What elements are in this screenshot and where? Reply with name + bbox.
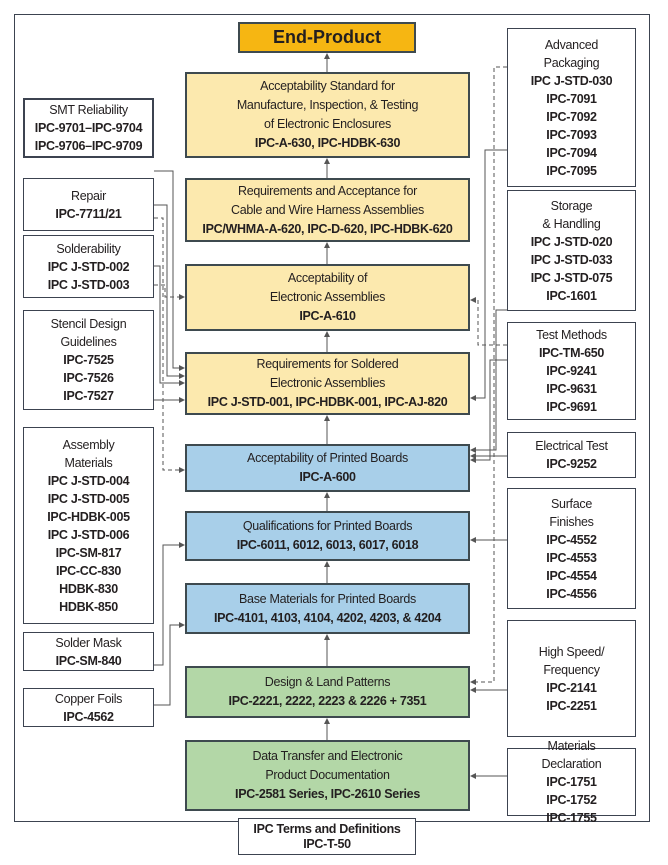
standard-code: IPC-2141 — [546, 680, 597, 695]
standard-code: IPC-TM-650 — [538, 346, 605, 360]
standard-code: IPC-CC-830 — [55, 563, 122, 578]
box-title-line: Declaration — [541, 757, 602, 771]
box-title-line: Product Documentation — [265, 768, 390, 782]
right-standard-box — [507, 28, 636, 187]
box-title-line: Stencil Design — [50, 317, 127, 331]
standard-code: IPC-A-600 — [299, 470, 356, 484]
box-title-line: Electronic Assemblies — [269, 376, 386, 390]
standard-code: IPC-2581 Series, IPC-2610 Series — [235, 787, 420, 801]
standard-code: IPC-1751 — [546, 775, 597, 789]
left-standard-box — [23, 98, 154, 158]
standard-code: IPC-7095 — [546, 163, 597, 178]
standard-code: IPC-4556 — [546, 586, 597, 601]
standard-code: IPC J-STD-020 — [530, 234, 613, 249]
standard-code: IPC-7092 — [546, 109, 597, 124]
terms-code: IPC-T-50 — [303, 836, 351, 851]
standard-code: IPC-1755 — [546, 811, 597, 825]
box-title-line: Data Transfer and Electronic — [252, 749, 403, 763]
box-title-line: Surface — [551, 496, 592, 511]
left-standard-box — [23, 632, 154, 671]
box-title-line: Storage — [550, 198, 593, 213]
box-title-line: Qualifications for Printed Boards — [242, 519, 413, 533]
box-title-line: & Handling — [542, 216, 601, 231]
standard-code: IPC-A-630, IPC-HDBK-630 — [254, 136, 401, 150]
dashed-connector — [471, 67, 507, 682]
dashed-connector — [154, 218, 184, 470]
right-standard-box — [507, 488, 636, 609]
box-title-line: Copper Foils — [54, 691, 123, 706]
connector — [471, 310, 507, 450]
standard-code: IPC-9631 — [546, 382, 597, 396]
standard-code: IPC-7091 — [546, 91, 597, 106]
standard-code: IPC-1601 — [546, 288, 597, 303]
standard-code: IPC-7094 — [546, 145, 597, 160]
standard-code: IPC-SM-840 — [55, 653, 122, 668]
box-title-line: Solderability — [56, 241, 121, 256]
standard-code: IPC-4101, 4103, 4104, 4202, 4203, & 4204 — [213, 610, 442, 625]
standard-code: IPC J-STD-001, IPC-HDBK-001, IPC-AJ-820 — [207, 395, 448, 409]
standard-code: IPC-2251 — [546, 698, 597, 713]
right-standard-box — [507, 739, 636, 825]
box-title-line: Manufacture, Inspection, & Testing — [236, 98, 419, 112]
standard-code: HDBK-830 — [59, 581, 118, 596]
center-standard-box — [185, 178, 470, 242]
box-title-line: Base Materials for Printed Boards — [239, 591, 416, 606]
standard-code: IPC-7711/21 — [55, 206, 122, 221]
box-title-line: Requirements and Acceptance for — [237, 183, 417, 198]
standard-code: IPC-6011, 6012, 6013, 6017, 6018 — [236, 538, 419, 552]
standard-code: IPC J-STD-004 — [47, 473, 130, 488]
box-title-line: Electronic Assemblies — [269, 290, 386, 304]
standard-code: IPC-4552 — [546, 532, 597, 547]
center-standard-box — [185, 511, 470, 561]
box-title-line: of Electronic Enclosures — [264, 117, 391, 131]
standard-code: IPC/WHMA-A-620, IPC-D-620, IPC-HDBK-620 — [202, 221, 453, 236]
box-title-line: Finishes — [549, 514, 594, 529]
end-product-label: End-Product — [273, 27, 381, 47]
left-standard-box — [23, 235, 154, 298]
right-standard-box — [507, 620, 636, 737]
box-title-line: Materials — [547, 739, 596, 753]
box-title-line: Solder Mask — [55, 635, 122, 650]
box-title-line: Acceptability Standard for — [260, 79, 395, 93]
box-title-line: Advanced — [544, 37, 599, 52]
box-title-line: Design & Land Patterns — [264, 675, 391, 689]
box-title-line: Acceptability of Printed Boards — [247, 451, 408, 465]
box-title-line: Frequency — [543, 662, 600, 677]
standard-code: IPC-9706–IPC-9709 — [34, 139, 143, 153]
standard-code: IPC-2221, 2222, 2223 & 2226 + 7351 — [228, 694, 427, 708]
box-title-line: Packaging — [543, 55, 600, 70]
box-title-line: Guidelines — [60, 335, 117, 349]
connector — [471, 360, 507, 460]
connector — [154, 545, 184, 665]
connector — [154, 266, 184, 383]
box-title-line: Acceptability of — [287, 271, 368, 285]
connector — [154, 171, 184, 368]
center-standard-box — [185, 72, 470, 158]
dashed-connector — [471, 300, 507, 345]
end-product-box — [238, 22, 416, 53]
box-title-line: SMT Reliability — [49, 103, 128, 117]
box-title-line: Electrical Test — [535, 439, 608, 453]
standard-code: IPC-HDBK-005 — [47, 509, 130, 524]
center-standard-box — [185, 352, 470, 415]
standard-code: IPC-7527 — [63, 389, 114, 403]
center-standard-box — [185, 444, 470, 492]
standard-code: IPC J-STD-006 — [47, 527, 130, 542]
terms-title: IPC Terms and Definitions — [253, 821, 401, 836]
standard-code: IPC-9241 — [546, 364, 597, 378]
box-title-line: Materials — [64, 455, 113, 470]
box-title-line: Repair — [70, 188, 107, 203]
standard-code: IPC-4554 — [546, 568, 597, 583]
center-standard-box — [185, 666, 470, 718]
standard-code: IPC J-STD-075 — [530, 270, 613, 285]
standard-code: IPC J-STD-005 — [47, 491, 130, 506]
left-standard-box — [23, 178, 154, 231]
dashed-connector — [154, 285, 184, 297]
box-title-line: High Speed/ — [538, 644, 605, 659]
center-standard-box — [185, 264, 470, 331]
standard-code: IPC-9691 — [546, 400, 597, 414]
standard-code: HDBK-850 — [59, 599, 118, 614]
box-title-line: Assembly — [62, 437, 115, 452]
center-standard-box — [185, 583, 470, 634]
center-standard-box — [185, 740, 470, 811]
standard-code: IPC J-STD-003 — [47, 277, 130, 292]
connector — [471, 150, 507, 398]
standard-code: IPC J-STD-002 — [47, 259, 130, 274]
terms-definitions-box — [238, 818, 416, 855]
standard-code: IPC-4562 — [63, 709, 114, 724]
standard-code: IPC J-STD-030 — [530, 73, 613, 88]
standard-code: IPC-9252 — [546, 457, 597, 471]
right-standard-box — [507, 432, 636, 478]
box-title-line: Cable and Wire Harness Assemblies — [231, 202, 424, 217]
left-standard-box — [23, 310, 154, 410]
right-standard-box — [507, 190, 636, 311]
standard-code: IPC-4553 — [546, 550, 597, 565]
standard-code: IPC-A-610 — [299, 309, 356, 323]
standard-code: IPC-7093 — [546, 127, 597, 142]
connector — [154, 205, 184, 376]
standard-code: IPC J-STD-033 — [530, 252, 613, 267]
standard-code: IPC-7526 — [63, 371, 114, 385]
standard-code: IPC-7525 — [63, 353, 114, 367]
standard-code: IPC-SM-817 — [55, 545, 122, 560]
box-title-line: Requirements for Soldered — [256, 357, 399, 371]
left-standard-box — [23, 688, 154, 727]
right-standard-box — [507, 322, 636, 420]
box-title-line: Test Methods — [536, 328, 607, 342]
standard-code: IPC-9701–IPC-9704 — [34, 121, 143, 135]
left-standard-box — [23, 427, 154, 624]
standard-code: IPC-1752 — [546, 793, 597, 807]
